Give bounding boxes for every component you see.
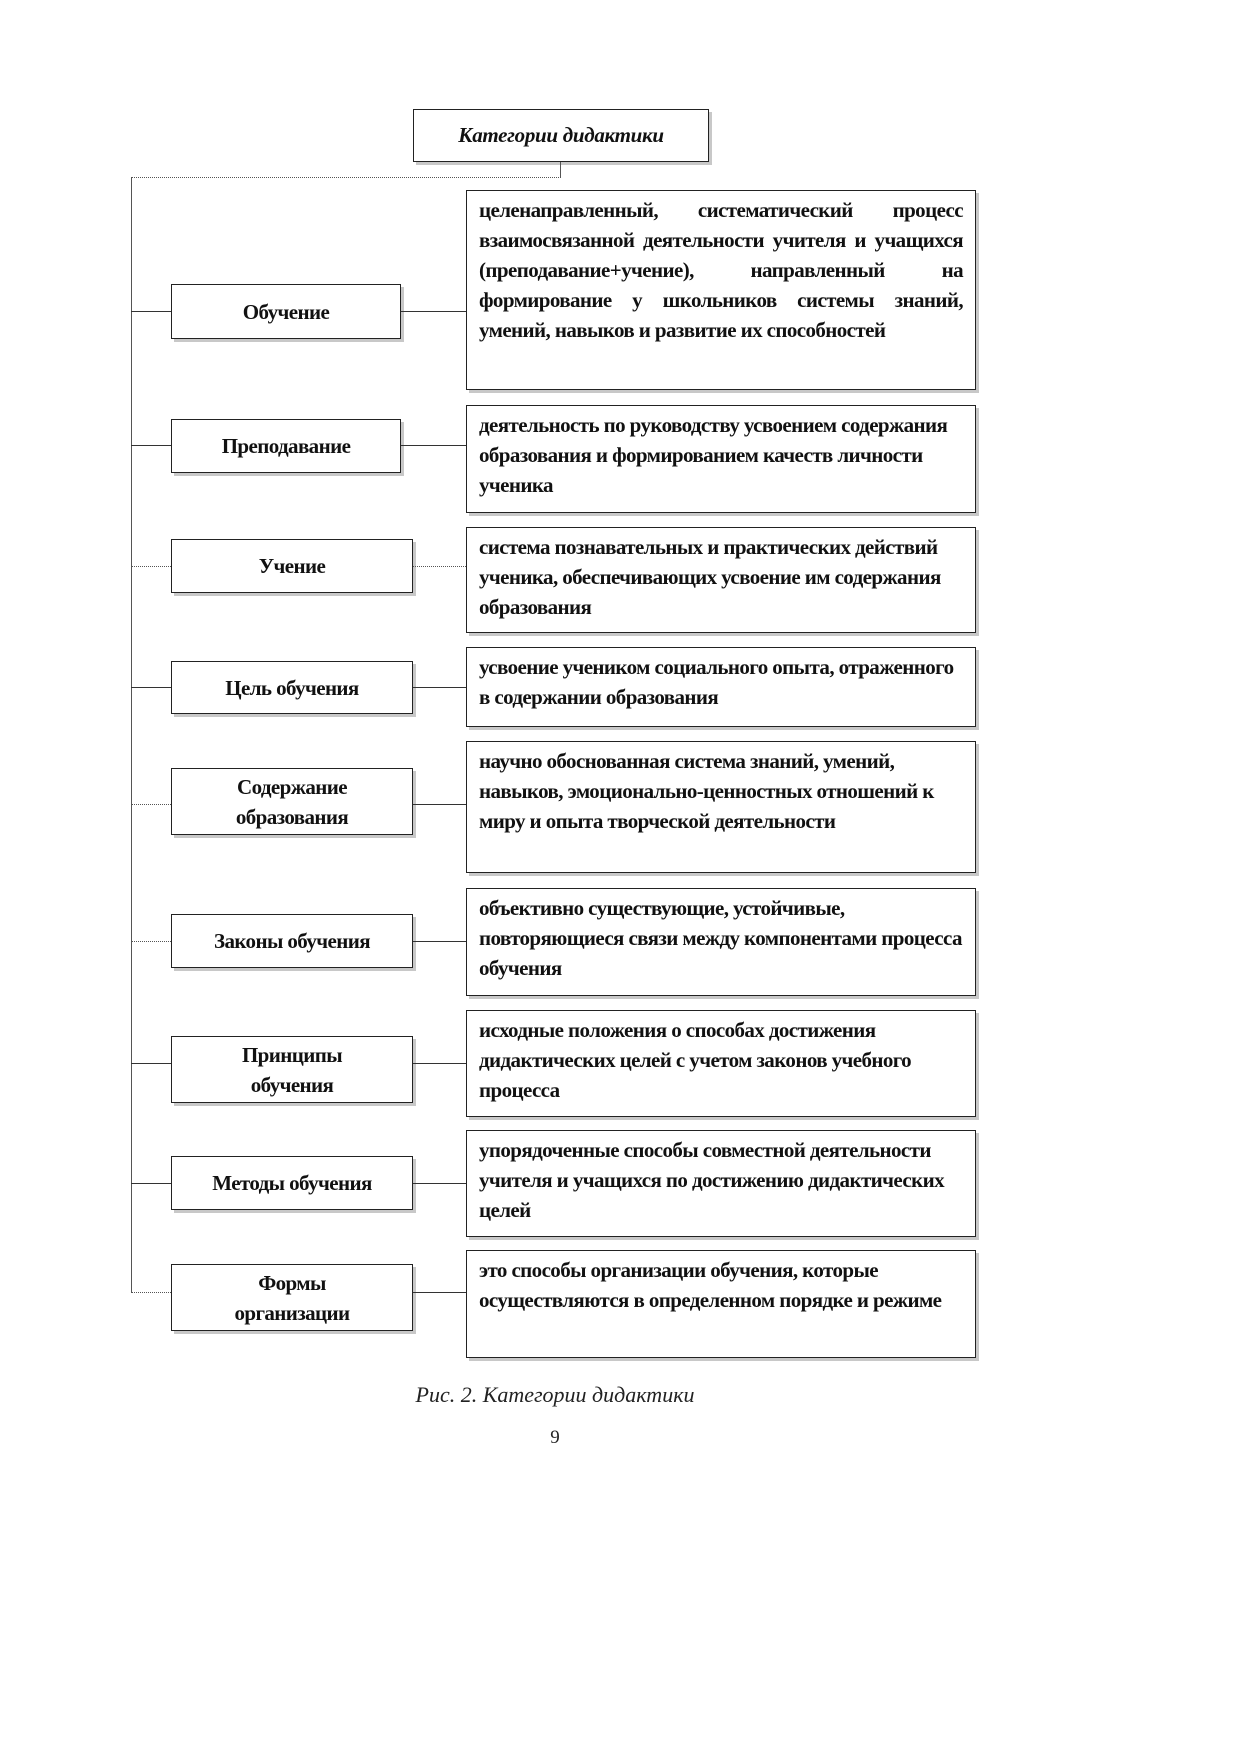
definition-box: система познавательных и практических действий ученика, обеспечивающих усвоение им содержания образования [466,527,976,633]
branch-line [131,566,171,567]
diagram-title: Категории дидактики [413,109,709,162]
definition-box: научно обоснованная система знаний, умений, навыков, эмоционально-ценностных отношений к миру и опыта творческой деятельности [466,741,976,873]
category-box: Формы организации [171,1264,413,1331]
branch-line [131,445,171,446]
definition-box: упорядоченные способы совместной деятельности учителя и учащихся по достижению дидактических целей [466,1130,976,1237]
link-line [413,566,466,567]
branch-line [131,1183,171,1184]
top-connector [131,177,561,178]
branch-line [131,941,171,942]
link-line [413,1183,466,1184]
branch-line [131,1063,171,1064]
link-line [413,1292,466,1293]
definition-box: усвоение учеником социального опыта, отраженного в содержании образования [466,647,976,727]
definition-box: объективно существующие, устойчивые, повторяющиеся связи между компонентами процесса обучения [466,888,976,996]
branch-line [131,687,171,688]
category-box: Цель обучения [171,661,413,714]
definition-box: деятельность по руководству усвоением содержания образования и формированием качеств личности ученика [466,405,976,513]
category-box: Обучение [171,284,401,339]
link-line [401,445,466,446]
category-box: Законы обучения [171,914,413,968]
link-line [413,941,466,942]
definition-box: исходные положения о способах достижения дидактических целей с учетом законов учебного процесса [466,1010,976,1117]
link-line [413,804,466,805]
definition-box: это способы организации обучения, которые осуществляются в определенном порядке и режиме [466,1250,976,1358]
category-box: Методы обучения [171,1156,413,1210]
title-connector [560,162,561,177]
link-line [401,311,466,312]
category-box: Содержание образования [171,768,413,835]
category-box: Учение [171,539,413,593]
category-box: Преподавание [171,419,401,473]
definition-box: целенаправленный, систематический процесс взаимосвязанной деятельности учителя и учащихся (преподавание+учение), направленный на формирование у школьников системы знаний, умений, навыков и развитие их способностей [466,190,976,390]
figure-caption: Рис. 2. Категории дидактики [415,1382,695,1407]
category-box: Принципы обучения [171,1036,413,1103]
branch-line [131,804,171,805]
branch-line [131,1292,171,1293]
page-number: 9 [550,1427,560,1448]
link-line [413,687,466,688]
branch-line [131,311,171,312]
trunk-line [131,177,132,1292]
link-line [413,1063,466,1064]
